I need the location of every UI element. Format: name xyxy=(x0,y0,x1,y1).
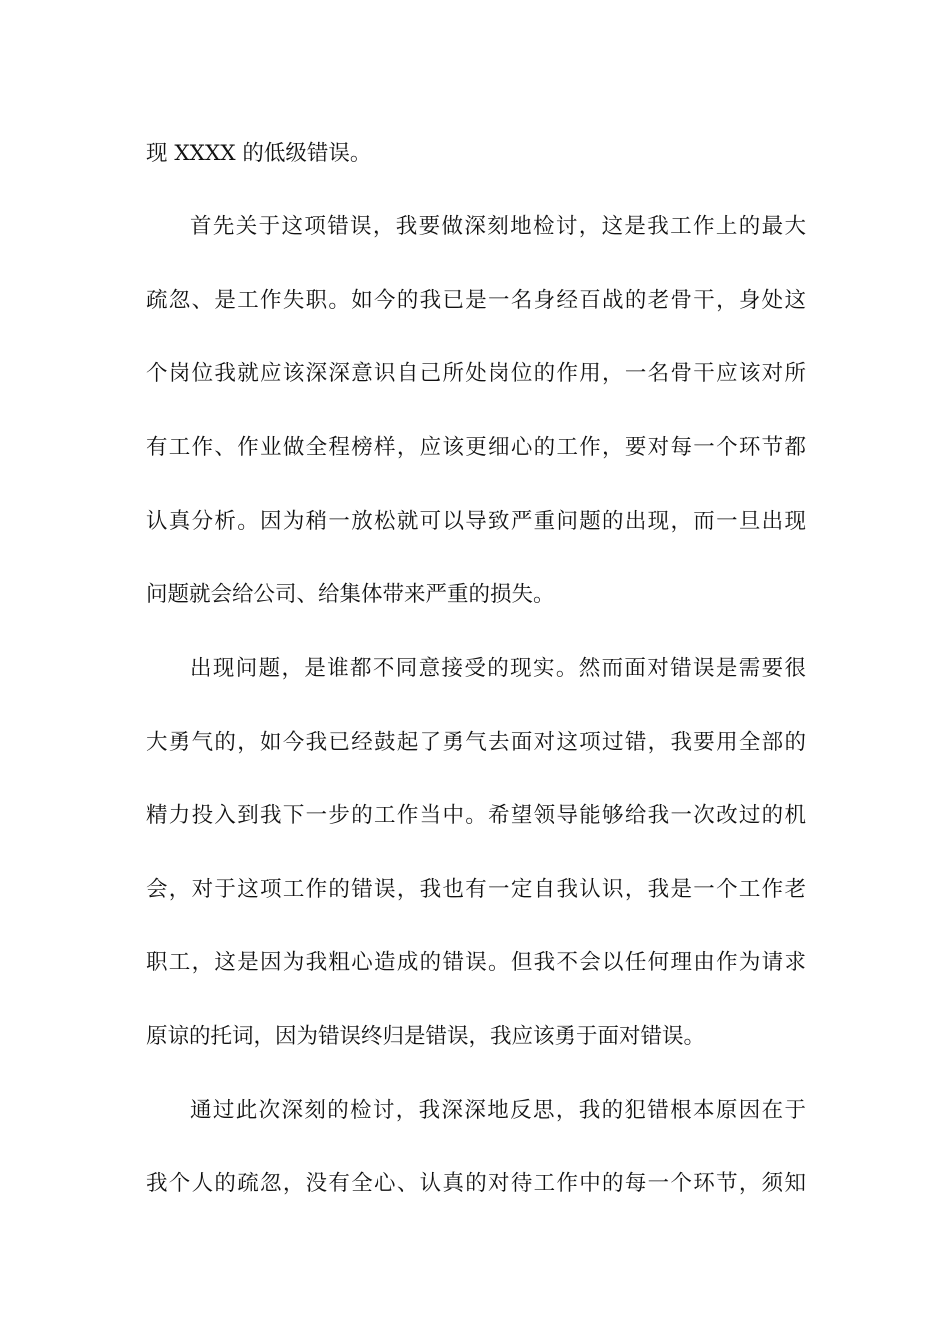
text-line: 通过此次深刻的检讨，我深深地反思，我的犯错根本原因在于 xyxy=(190,1098,806,1123)
text-line: 大勇气的，如今我已经鼓起了勇气去面对这项过错，我要用全部的 xyxy=(146,730,806,755)
text-line: 出现问题，是谁都不同意接受的现实。然而面对错误是需要很 xyxy=(190,656,806,681)
text-line: 我个人的疏忽，没有全心、认真的对待工作中的每一个环节，须知 xyxy=(146,1171,806,1196)
text-line: 问题就会给公司、给集体带来严重的损失。 xyxy=(146,582,555,607)
text-line: 个岗位我就应该深深意识自己所处岗位的作用，一名骨干应该对所 xyxy=(146,361,806,386)
text-line: 现 XXXX 的低级错误。 xyxy=(146,141,372,166)
text-line: 认真分析。因为稍一放松就可以导致严重问题的出现，而一旦出现 xyxy=(146,509,806,534)
text-line: 有工作、作业做全程榜样，应该更细心的工作，要对每一个环节都 xyxy=(146,435,806,460)
text-line: 精力投入到我下一步的工作当中。希望领导能够给我一次改过的机 xyxy=(146,803,806,828)
text-line: 原谅的托词，因为错误终归是错误，我应该勇于面对错误。 xyxy=(146,1024,706,1049)
text-line: 会，对于这项工作的错误，我也有一定自我认识，我是一个工作老 xyxy=(146,877,806,902)
text-line: 疏忽、是工作失职。如今的我已是一名身经百战的老骨干，身处这 xyxy=(146,288,806,313)
text-line: 首先关于这项错误，我要做深刻地检讨，这是我工作上的最大 xyxy=(190,214,806,239)
text-line: 职工，这是因为我粗心造成的错误。但我不会以任何理由作为请求 xyxy=(146,950,806,975)
